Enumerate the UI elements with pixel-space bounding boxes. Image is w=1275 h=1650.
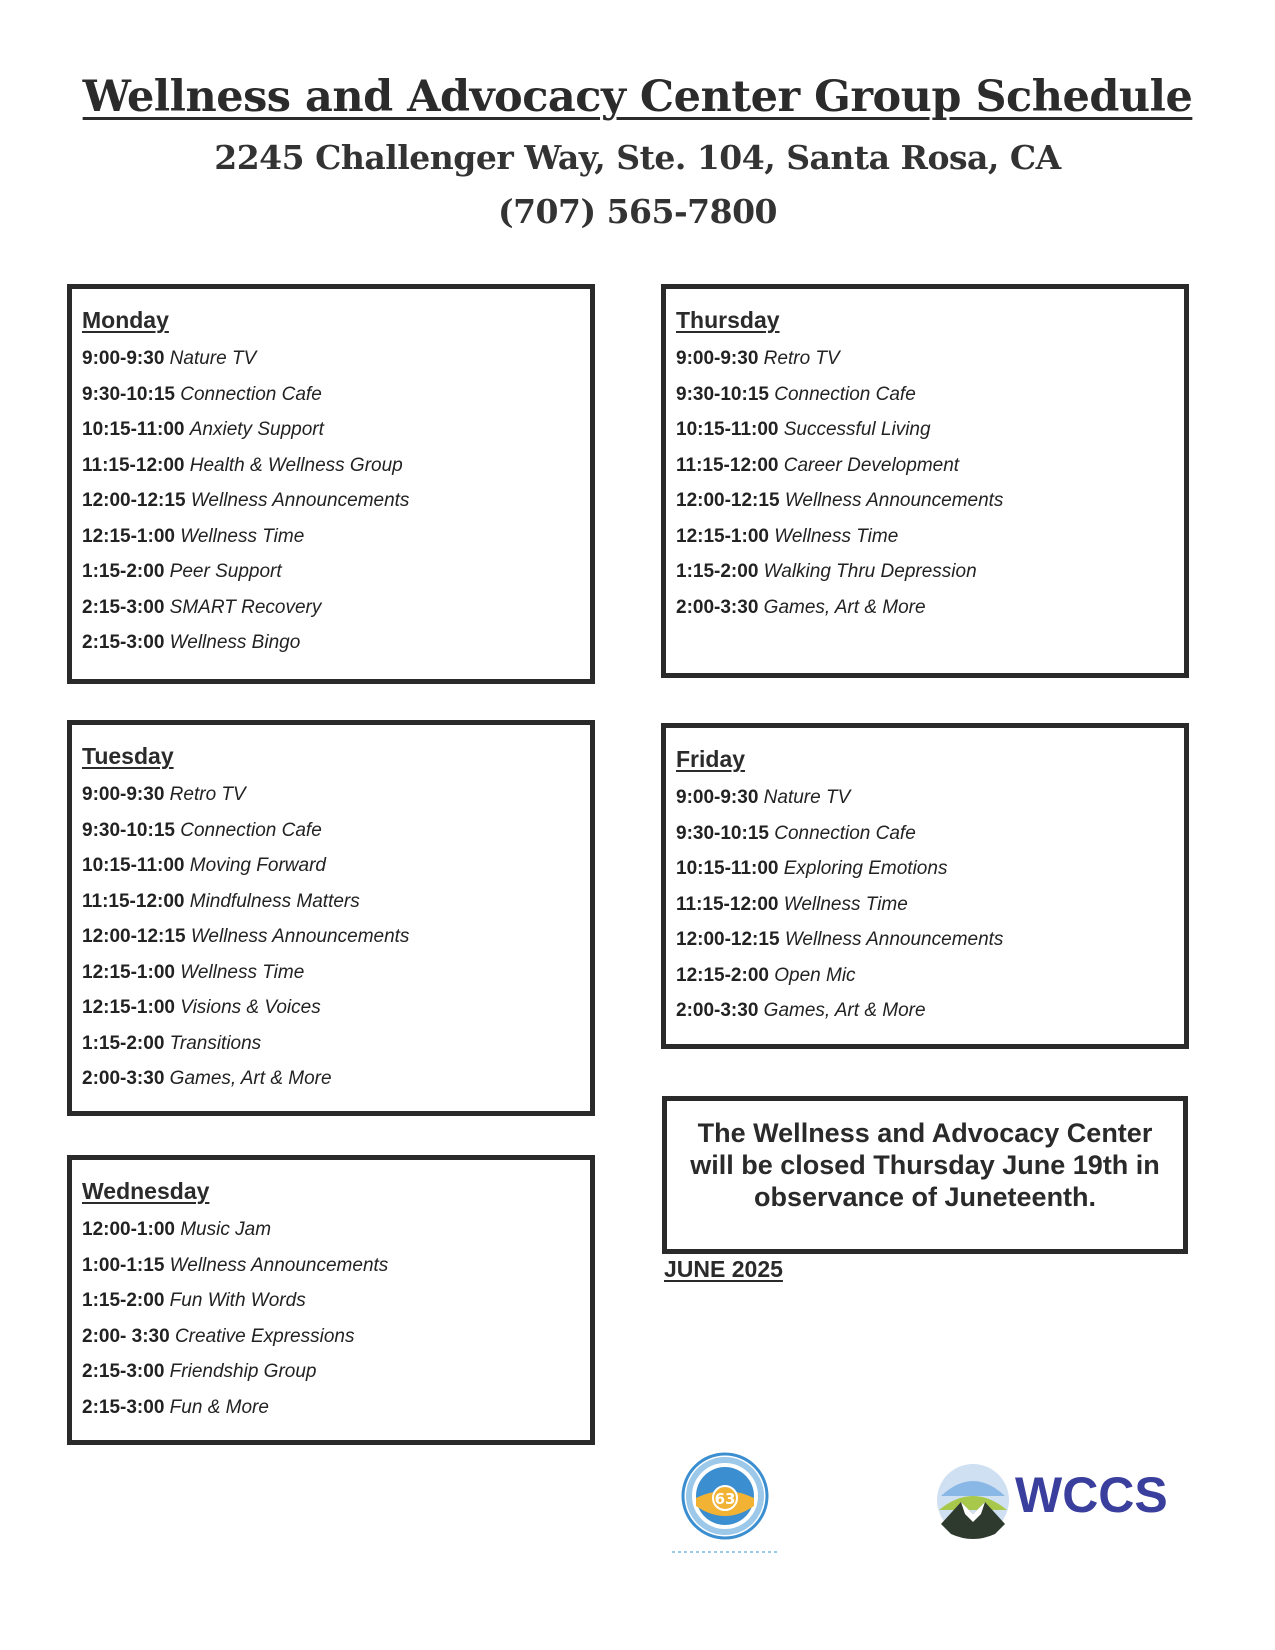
notice-line: observance of Juneteenth. <box>753 1182 1097 1212</box>
session-time: 9:00-9:30 <box>676 787 759 808</box>
session-name: Visions & Voices <box>180 997 321 1018</box>
schedule-item <box>676 483 1184 519</box>
schedule-item <box>82 1319 590 1355</box>
session-time: 1:15-2:00 <box>82 1290 165 1311</box>
session-time: 12:15-2:00 <box>676 964 769 986</box>
session-name: Wellness Bingo <box>169 632 301 653</box>
schedule-item <box>676 887 1184 923</box>
schedule-item <box>82 1283 590 1319</box>
session-name: Connection Cafe <box>180 819 322 841</box>
session-time: 12:00-1:00 <box>82 1219 175 1240</box>
session-time: 12:15-1:00 <box>82 997 175 1018</box>
page-title <box>0 72 1275 122</box>
session-time: 9:30-10:15 <box>82 383 175 405</box>
session-name: Mindfulness Matters <box>189 890 360 912</box>
schedule-item <box>676 922 1184 958</box>
schedule-item <box>676 554 1184 590</box>
session-name: Walking Thru Depression <box>763 561 977 582</box>
wccs-mountain-icon <box>937 1464 1009 1539</box>
county-seal-icon <box>660 1448 790 1558</box>
schedule-item <box>82 412 590 448</box>
session-time: 2:15-3:00 <box>82 596 165 618</box>
session-time: 12:15-1:00 <box>82 961 175 983</box>
session-time: 2:00-3:30 <box>82 1068 165 1089</box>
session-time: 1:00-1:15 <box>82 1254 165 1276</box>
schedule-item <box>676 448 1184 484</box>
session-name: Anxiety Support <box>189 419 324 440</box>
day-title: Monday <box>82 307 169 333</box>
schedule-list <box>82 1212 590 1425</box>
session-time: 10:15-11:00 <box>82 419 185 440</box>
session-name: Transitions <box>169 1032 262 1054</box>
schedule-item <box>82 1026 590 1062</box>
session-time: 12:00-12:15 <box>82 490 186 511</box>
session-time: 12:00-12:15 <box>676 490 780 511</box>
session-name: Open Mic <box>774 964 856 986</box>
session-name: Wellness Announcements <box>784 929 1004 950</box>
schedule-item <box>82 625 590 661</box>
schedule-item <box>676 341 1184 377</box>
schedule-item <box>82 1354 590 1390</box>
schedule-item <box>676 590 1184 626</box>
session-time: 9:30-10:15 <box>676 383 769 405</box>
session-time: 12:15-1:00 <box>82 525 175 547</box>
schedule-item <box>676 780 1184 816</box>
schedule-item <box>82 1390 590 1426</box>
session-name: Successful Living <box>783 419 931 440</box>
session-time: 11:15-12:00 <box>82 454 185 476</box>
session-name: Fun & More <box>169 1396 269 1418</box>
schedule-item <box>82 448 590 484</box>
session-time: 1:15-2:00 <box>82 561 165 582</box>
schedule-item <box>82 1061 590 1097</box>
schedule-item <box>676 412 1184 448</box>
wccs-logo <box>935 1462 1185 1542</box>
schedule-box-wednesday <box>67 1155 595 1445</box>
session-time: 1:15-2:00 <box>676 561 759 582</box>
session-name: Wellness Time <box>783 893 908 915</box>
schedule-item <box>82 884 590 920</box>
session-name: Peer Support <box>169 561 282 582</box>
schedule-item <box>82 990 590 1026</box>
schedule-item <box>676 816 1184 852</box>
schedule-item <box>82 777 590 813</box>
session-name: Wellness Announcements <box>190 926 410 947</box>
schedule-item <box>676 851 1184 887</box>
session-name: Wellness Time <box>774 525 899 547</box>
day-title: Thursday <box>676 307 780 333</box>
schedule-item <box>82 341 590 377</box>
schedule-item <box>82 377 590 413</box>
session-name: Retro TV <box>763 348 840 369</box>
schedule-box-thursday <box>661 284 1189 678</box>
session-name: SMART Recovery <box>169 596 322 618</box>
schedule-list <box>676 780 1184 1029</box>
session-time: 12:00-12:15 <box>82 926 186 947</box>
session-name: Health & Wellness Group <box>189 454 403 476</box>
session-time: 9:00-9:30 <box>676 348 759 369</box>
schedule-item <box>82 919 590 955</box>
schedule-item <box>82 519 590 555</box>
day-title: Tuesday <box>82 743 174 769</box>
schedule-item <box>82 1248 590 1284</box>
session-name: Games, Art & More <box>763 1000 926 1021</box>
schedule-item <box>82 1212 590 1248</box>
session-time: 10:15-11:00 <box>676 419 779 440</box>
session-time: 2:00-3:30 <box>676 596 759 618</box>
schedule-item <box>676 377 1184 413</box>
schedule-box-friday <box>661 723 1189 1049</box>
session-name: Wellness Time <box>180 525 305 547</box>
session-name: Games, Art & More <box>763 596 926 618</box>
schedule-item <box>82 554 590 590</box>
session-name: Creative Expressions <box>174 1325 355 1347</box>
schedule-list <box>676 341 1184 625</box>
session-time: 11:15-12:00 <box>676 893 779 915</box>
session-time: 9:00-9:30 <box>82 348 165 369</box>
session-name: Games, Art & More <box>169 1068 332 1089</box>
session-name: Career Development <box>783 454 960 476</box>
session-name: Retro TV <box>169 784 246 805</box>
session-name: Music Jam <box>180 1219 272 1240</box>
session-time: 2:00- 3:30 <box>82 1325 170 1347</box>
session-time: 2:15-3:00 <box>82 632 165 653</box>
session-time: 2:15-3:00 <box>82 1361 165 1382</box>
session-name: Connection Cafe <box>774 383 916 405</box>
session-name: Moving Forward <box>189 855 326 876</box>
session-name: Wellness Announcements <box>169 1254 389 1276</box>
session-time: 9:30-10:15 <box>676 822 769 844</box>
session-time: 12:15-1:00 <box>676 525 769 547</box>
page-title-text: Wellness and Advocacy Center Group Schedule <box>82 72 1193 122</box>
schedule-item <box>676 958 1184 994</box>
session-name: Connection Cafe <box>180 383 322 405</box>
session-name: Nature TV <box>169 348 257 369</box>
session-name: Exploring Emotions <box>783 858 948 879</box>
session-time: 11:15-12:00 <box>82 890 185 912</box>
session-name: Fun With Words <box>169 1290 306 1311</box>
session-time: 10:15-11:00 <box>676 858 779 879</box>
session-time: 11:15-12:00 <box>676 454 779 476</box>
seal-number: 63 <box>714 1490 736 1508</box>
session-time: 9:30-10:15 <box>82 819 175 841</box>
closure-notice <box>662 1096 1188 1254</box>
session-time: 9:00-9:30 <box>82 784 165 805</box>
session-name: Wellness Time <box>180 961 305 983</box>
session-name: Nature TV <box>763 787 851 808</box>
schedule-item <box>82 848 590 884</box>
session-name: Wellness Announcements <box>784 490 1004 511</box>
wccs-wordmark: WCCS <box>1015 1467 1168 1523</box>
day-title: Wednesday <box>82 1178 210 1204</box>
notice-line: The Wellness and Advocacy Center <box>697 1118 1153 1148</box>
schedule-item <box>82 483 590 519</box>
schedule-item <box>676 993 1184 1029</box>
notice-line: will be closed Thursday June 19th in <box>690 1150 1160 1180</box>
schedule-box-tuesday <box>67 720 595 1116</box>
session-time: 2:00-3:30 <box>676 1000 759 1021</box>
schedule-item <box>82 813 590 849</box>
schedule-list <box>82 341 590 661</box>
schedule-box-monday <box>67 284 595 684</box>
session-name: Friendship Group <box>169 1361 317 1382</box>
phone-number: (707) 565-7800 <box>497 192 778 231</box>
session-time: 1:15-2:00 <box>82 1032 165 1054</box>
address: 2245 Challenger Way, Ste. 104, Santa Rosa, CA <box>214 138 1061 177</box>
session-time: 12:00-12:15 <box>676 929 780 950</box>
session-name: Wellness Announcements <box>190 490 410 511</box>
schedule-item <box>676 519 1184 555</box>
schedule-item <box>82 955 590 991</box>
session-name: Connection Cafe <box>774 822 916 844</box>
schedule-list <box>82 777 590 1097</box>
schedule-item <box>82 590 590 626</box>
day-title: Friday <box>676 746 746 772</box>
session-time: 10:15-11:00 <box>82 855 185 876</box>
month-label: JUNE 2025 <box>664 1256 783 1282</box>
session-time: 2:15-3:00 <box>82 1396 165 1418</box>
